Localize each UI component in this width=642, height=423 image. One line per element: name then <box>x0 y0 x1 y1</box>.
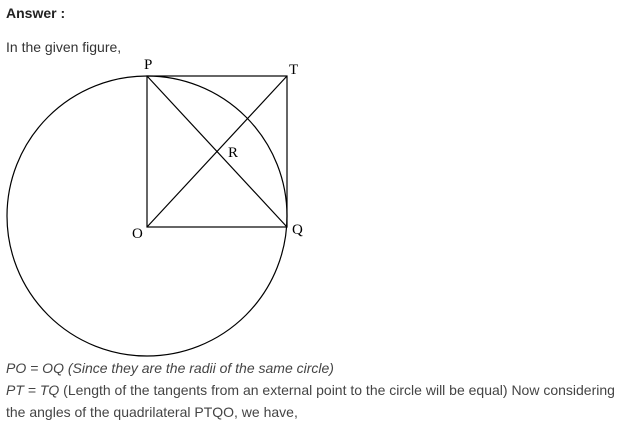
text-line-2 <box>6 382 615 398</box>
label-t: T <box>289 62 299 78</box>
intro-text: In the given figure, <box>6 39 122 55</box>
text-line-2-italic: PT = TQ <box>6 382 60 398</box>
answer-heading: Answer : <box>6 5 66 21</box>
label-p: P <box>144 57 153 73</box>
text-line-2-rest: (Length of the tangents from an external point to the circle will be equal) Now considering <box>59 382 615 398</box>
text-line-1: PO = OQ (Since they are the radii of the same circle) <box>6 360 334 376</box>
label-r: R <box>228 145 239 161</box>
text-line-3: the angles of the quadrilateral PTQO, we have, <box>6 404 298 420</box>
label-q: Q <box>292 222 303 238</box>
label-o: O <box>132 226 143 242</box>
